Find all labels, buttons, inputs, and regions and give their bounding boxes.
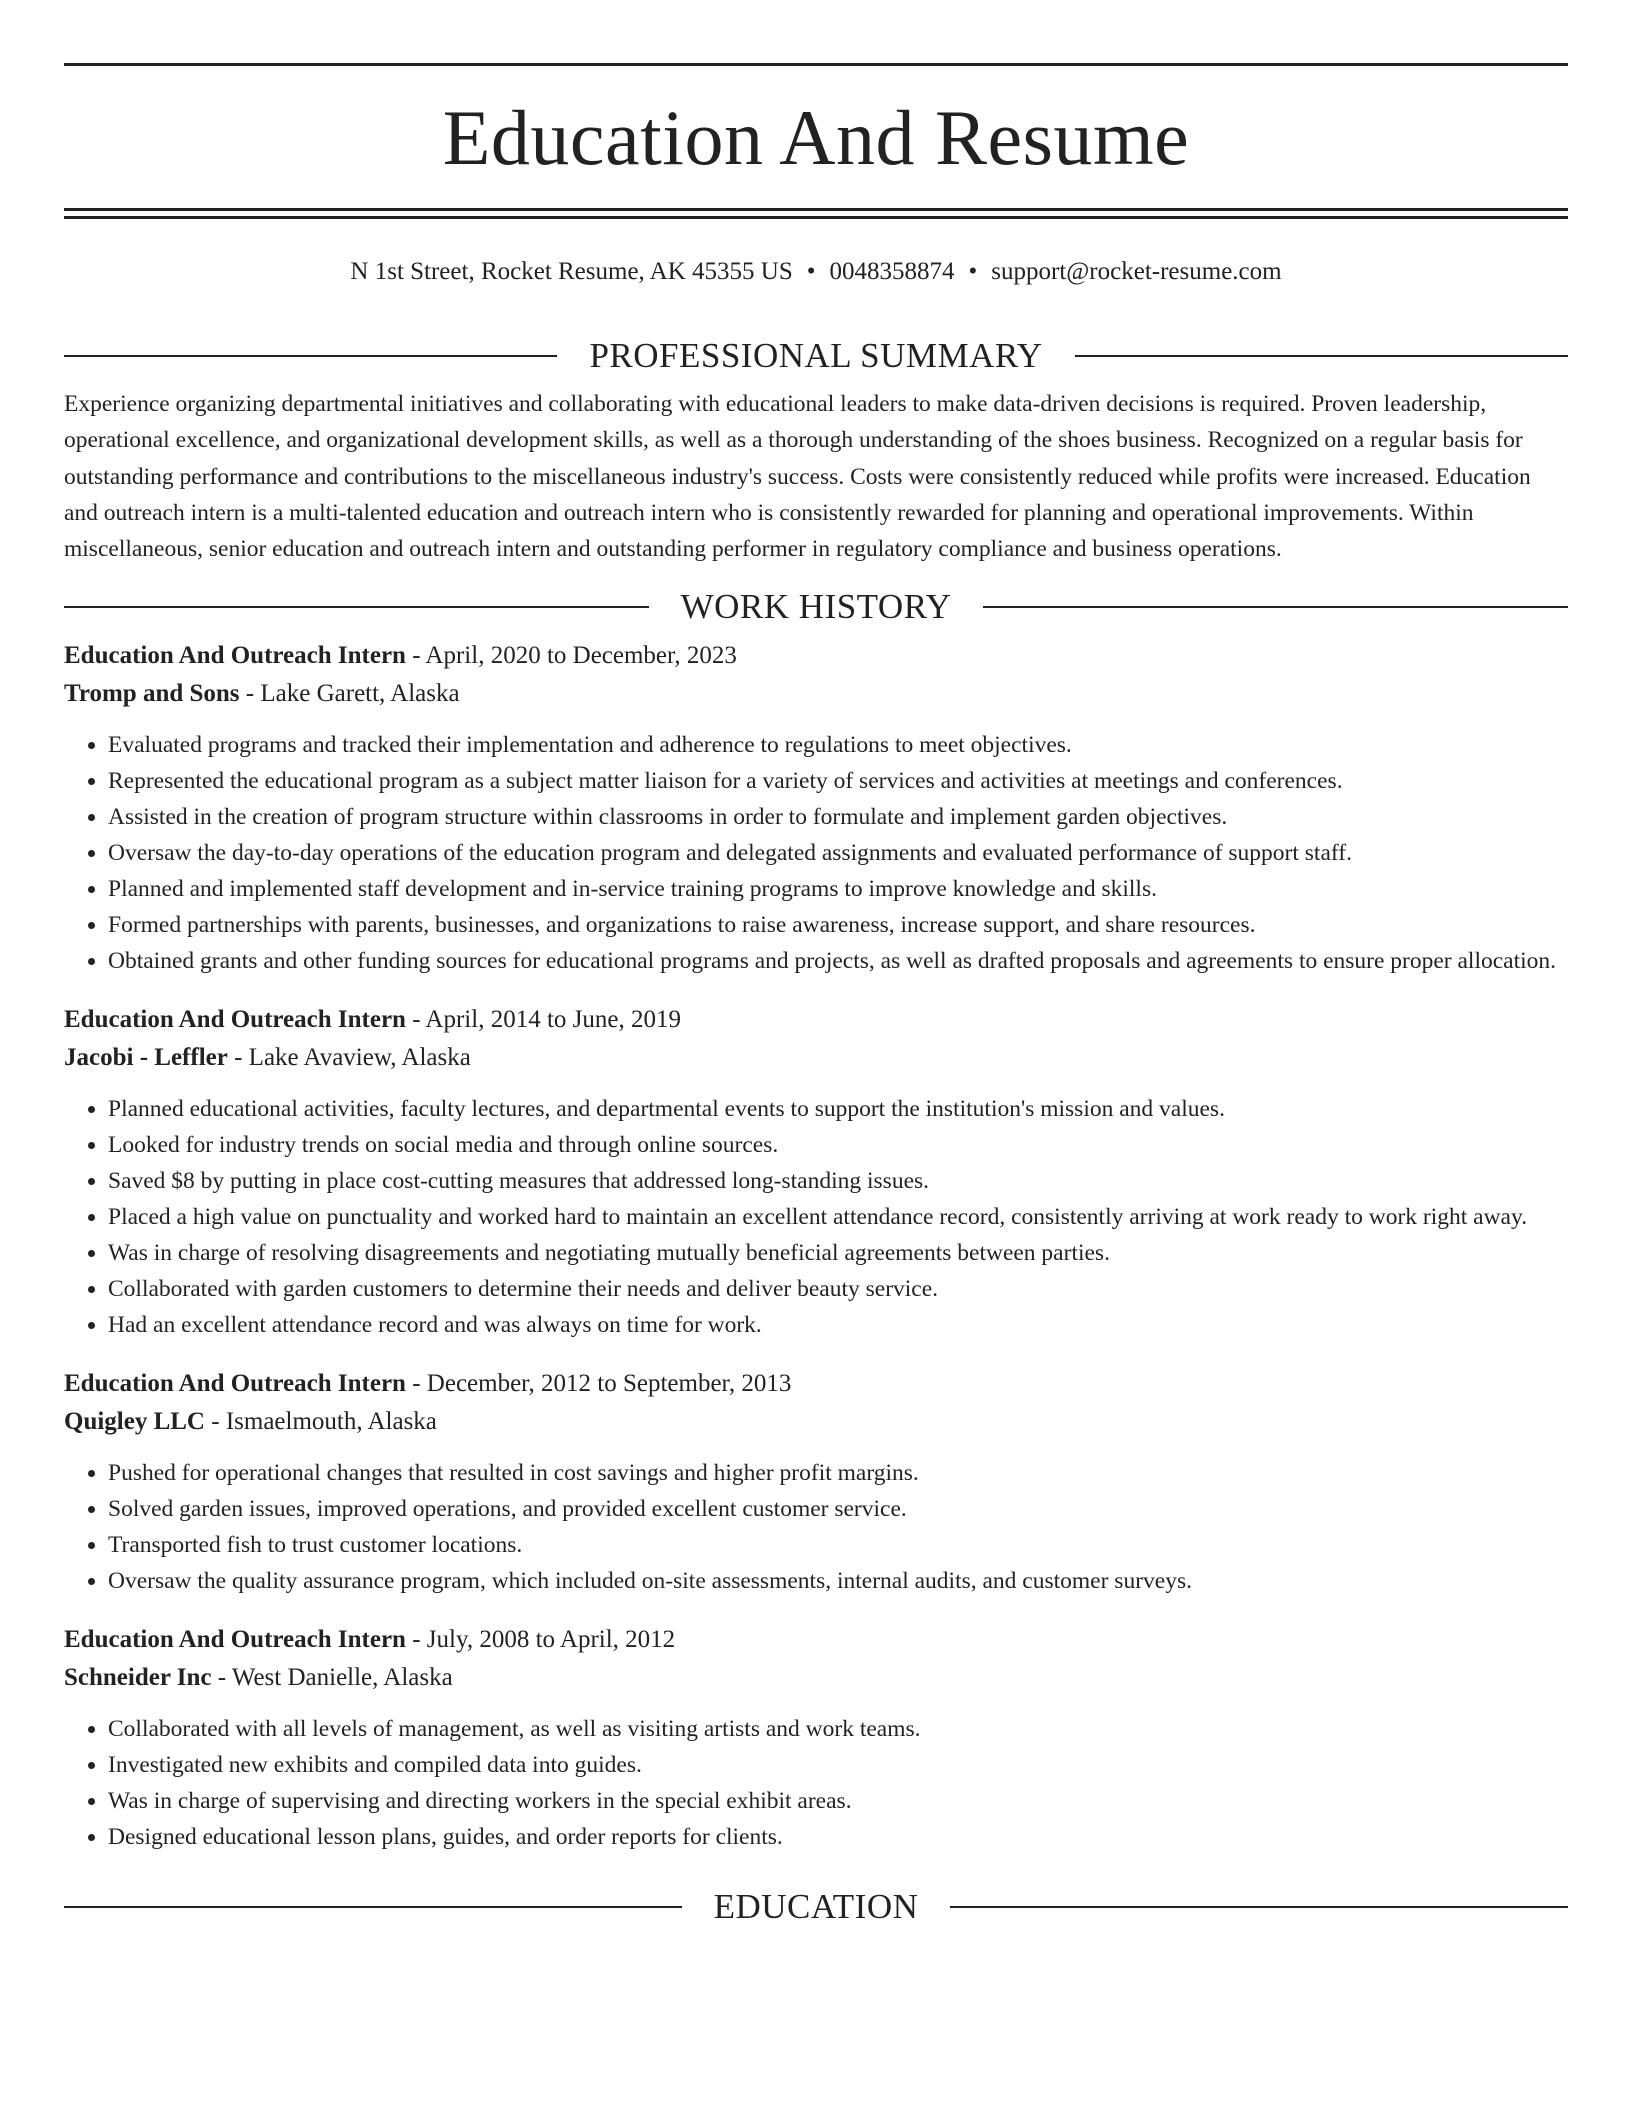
section-rule-left [64,355,557,357]
section-rule-left [64,1906,682,1908]
job-location-sep: - [227,1044,249,1072]
job-entry [64,637,1568,979]
section-title: WORK HISTORY [680,587,952,627]
job-title-line [64,637,1568,675]
job-bullet: • Collaborated with garden customers to determine their needs and deliver beauty service. [108,1271,1568,1307]
job-bullet: • Had an excellent attendance record and was always on time for work. [108,1307,1568,1343]
job-entry [64,1365,1568,1599]
job-bullet: • Planned and implemented staff development and in-service training programs to improve knowledge and skills. [108,871,1568,907]
job-location-sep: - [211,1664,232,1692]
job-bullet: • Was in charge of supervising and directing workers in the special exhibit areas. [108,1783,1568,1819]
job-bullets [64,1455,1568,1599]
job-bullet: • Assisted in the creation of program structure within classrooms in order to formulate and implement garden objectives. [108,799,1568,835]
job-bullet: • Formed partnerships with parents, businesses, and organizations to raise awareness, increase support, and share resources. [108,907,1568,943]
section-rule-right [983,606,1568,608]
job-dates: April, 2020 to December, 2023 [425,642,737,670]
job-company: Tromp and Sons [64,680,240,708]
resume-content [64,326,1568,1937]
job-bullet: • Evaluated programs and tracked their implementation and adherence to regulations to meet objectives. [108,727,1568,763]
section-header-education [64,1877,1568,1937]
contact-separator: • [968,258,978,285]
contact-separator: • [806,258,816,285]
section-rule-left [64,606,649,608]
section-header-work-history [64,577,1568,637]
job-company-line [64,1403,1568,1441]
job-bullet: • Oversaw the day-to-day operations of the education program and delegated assignments and evaluated performance of support staff. [108,835,1568,871]
job-bullet: • Investigated new exhibits and compiled data into guides. [108,1747,1568,1783]
job-bullet: • Solved garden issues, improved operations, and provided excellent customer service. [108,1491,1568,1527]
job-title: Education And Outreach Intern [64,1626,406,1654]
job-location-sep: - [239,680,261,708]
job-company-line [64,1659,1568,1697]
section-rule-right [1075,355,1568,357]
job-bullets [64,1091,1568,1343]
job-bullets [64,1711,1568,1855]
job-bullet: • Was in charge of resolving disagreements and negotiating mutually beneficial agreements between parties. [108,1235,1568,1271]
section-header-summary [64,326,1568,386]
job-bullet: • Saved $8 by putting in place cost-cutting measures that addressed long-standing issues. [108,1163,1568,1199]
section-title: PROFESSIONAL SUMMARY [589,336,1043,375]
job-bullet: • Looked for industry trends on social media and through online sources. [108,1127,1568,1163]
job-bullet: • Pushed for operational changes that resulted in cost savings and higher profit margins. [108,1455,1568,1491]
job-bullet: • Planned educational activities, faculty lectures, and departmental events to support the institution's mission and values. [108,1091,1568,1127]
job-company: Schneider Inc [64,1664,212,1692]
job-location: Lake Avaview, Alaska [248,1044,471,1072]
top-rule [64,63,1568,66]
job-dates-sep: - [405,1006,426,1034]
job-dates: December, 2012 to September, 2013 [426,1370,792,1398]
job-title-line [64,1001,1568,1039]
job-company-line [64,675,1568,713]
job-company: Jacobi - Leffler [64,1044,228,1072]
job-title: Education And Outreach Intern [64,642,406,670]
job-bullet: • Placed a high value on punctuality and worked hard to maintain an excellent attendance record, consistently arriving at work ready to work right away. [108,1199,1568,1235]
job-dates: April, 2014 to June, 2019 [425,1006,681,1034]
job-title-line [64,1365,1568,1403]
job-bullet: • Collaborated with all levels of management, as well as visiting artists and work teams. [108,1711,1568,1747]
job-entry [64,1001,1568,1343]
job-bullet: • Represented the educational program as a subject matter liaison for a variety of services and activities at meetings and conferences. [108,763,1568,799]
job-dates-sep: - [405,1626,427,1654]
job-bullet: • Oversaw the quality assurance program, which included on-site assessments, internal audits, and customer surveys. [108,1563,1568,1599]
contact-email: support@rocket-resume.com [991,258,1282,285]
job-bullet: • Transported fish to trust customer locations. [108,1527,1568,1563]
contact-phone: 0048358874 [829,258,955,285]
job-bullet: • Designed educational lesson plans, guides, and order reports for clients. [108,1819,1568,1855]
job-dates-sep: - [405,1370,427,1398]
job-company: Quigley LLC [64,1408,205,1436]
job-title: Education And Outreach Intern [64,1370,406,1398]
section-title: EDUCATION [713,1887,919,1927]
job-dates-sep: - [405,642,426,670]
job-location: West Danielle, Alaska [231,1664,453,1692]
job-title-line [64,1621,1568,1659]
job-location-sep: - [205,1408,226,1436]
job-dates: July, 2008 to April, 2012 [426,1626,676,1654]
job-entry [64,1621,1568,1855]
summary-text: Experience organizing departmental initiatives and collaborating with educational leaders to make data-driven decisions is required. Proven leadership, operational excellence, and organizational development skills, as well as a thorough understanding of the shoes business. Recognized on a regular basis for outstanding performance and contributions to the miscellaneous industry's success. Costs were consistently reduced while profits were increased. Education and outreach intern is a multi-talented education and outreach intern who is consistently rewarded for planning and operational improvements. Within miscellaneous, senior education and outreach intern and outstanding performer in regulatory compliance and business operations. [64,391,1531,563]
job-location: Lake Garett, Alaska [260,680,460,708]
job-bullets [64,727,1568,979]
title-rule-upper [64,208,1568,211]
job-bullet: • Obtained grants and other funding sources for educational programs and projects, as well as drafted proposals and agreements to ensure proper allocation. [108,943,1568,979]
section-rule-right [950,1906,1568,1908]
job-company-line [64,1039,1568,1077]
contact-line [64,252,1568,292]
contact-address: N 1st Street, Rocket Resume, AK 45355 US [350,258,793,285]
job-location: Ismaelmouth, Alaska [225,1408,437,1436]
resume-title: Education And Resume [442,94,1190,181]
work-history-list [64,637,1568,1855]
title-rule-lower [64,216,1568,219]
job-title: Education And Outreach Intern [64,1006,406,1034]
